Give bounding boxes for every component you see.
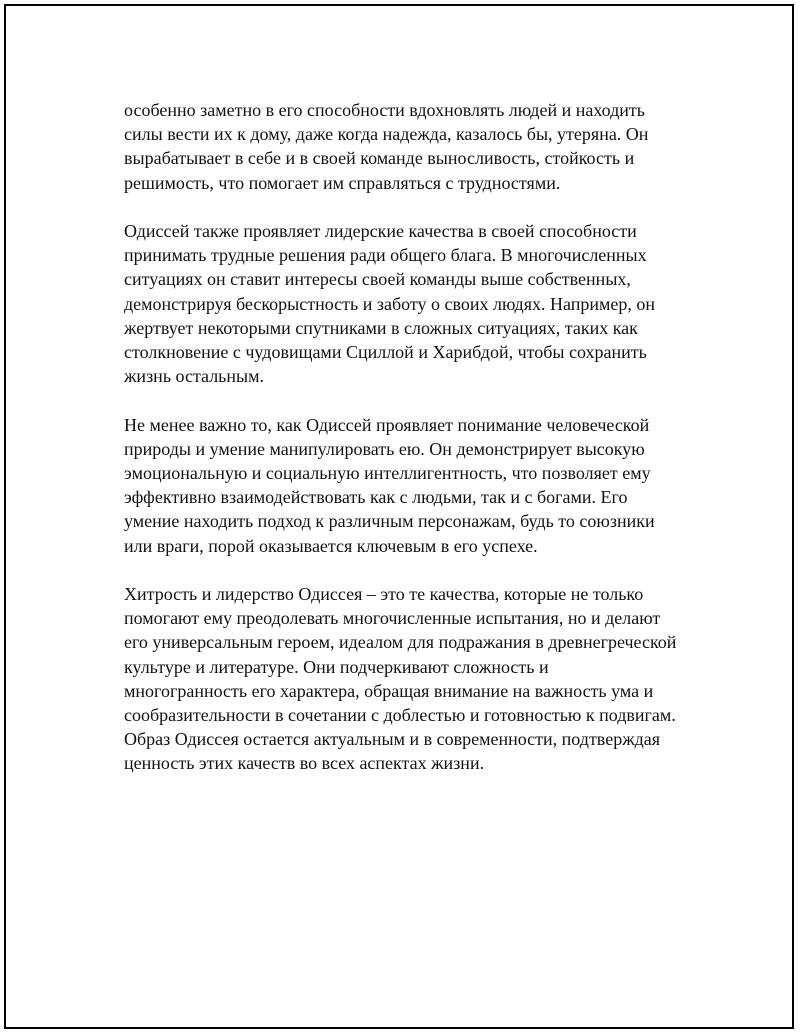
text-line: решимость, что помогает им справляться с трудностями. [124, 172, 561, 193]
text-line: эффективно взаимодействовать как с людьми, так и с богами. Его [124, 487, 628, 508]
text-line: вырабатывает в себе и в своей команде выносливость, стойкость и [124, 148, 635, 169]
text-line: или враги, порой оказывается ключевым в его успехе. [124, 535, 538, 556]
text-line: природы и умение манипулировать ею. Он демонстрирует высокую [124, 438, 645, 459]
text-line: Одиссей также проявляет лидерские качества в своей способности [124, 221, 637, 241]
text-line: помогают ему преодолевать многочисленные испытания, но и делают [124, 608, 661, 629]
page-frame [4, 4, 794, 1029]
text-line: силы вести их к дому, даже когда надежда, казалось бы, утеряна. Он [124, 124, 649, 145]
text-line: ценность этих качеств во всех аспектах жизни. [124, 753, 485, 774]
text-line: ситуациях он ставит интересы своей команды выше собственных, [124, 269, 631, 290]
text-line: принимать трудные решения ради общего блага. В многочисленных [124, 245, 647, 266]
text-line: культуре и литературе. Они подчеркивают сложность и [124, 656, 549, 677]
text-line: умение находить подход к различным персонажам, будь то союзники [124, 511, 655, 532]
text-line: эмоциональную и социальную интеллигентность, что позволяет ему [124, 463, 651, 484]
text-line: особенно заметно в его способности вдохновлять людей и находить [124, 100, 646, 120]
text-line: многогранность его характера, обращая внимание на важность ума и [124, 680, 654, 701]
document-body [124, 98, 724, 800]
text-line: жертвует некоторыми спутниками в сложных ситуациях, таких как [124, 317, 638, 338]
text-line: жизнь остальным. [124, 366, 265, 387]
text-line: его универсальным героем, идеалом для подражания в древнегреческой [124, 632, 677, 653]
text-line: Образ Одиссея остается актуальным и в современности, подтверждая [124, 729, 661, 750]
paragraph-4 [124, 582, 724, 776]
paragraph-3 [124, 413, 724, 558]
text-line: Не менее важно то, как Одиссей проявляет понимание человеческой [124, 414, 650, 435]
paragraph-1 [124, 98, 724, 195]
text-line: сообразительности в сочетании с доблестью и готовностью к подвигам. [124, 705, 676, 726]
paragraph-2 [124, 219, 724, 388]
text-line: столкновение с чудовищами Сциллой и Харибдой, чтобы сохранить [124, 342, 647, 363]
text-line: Хитрость и лидерство Одиссея – это те качества, которые не только [124, 584, 644, 605]
text-line: демонстрируя бескорыстность и заботу о своих людях. Например, он [124, 293, 656, 314]
